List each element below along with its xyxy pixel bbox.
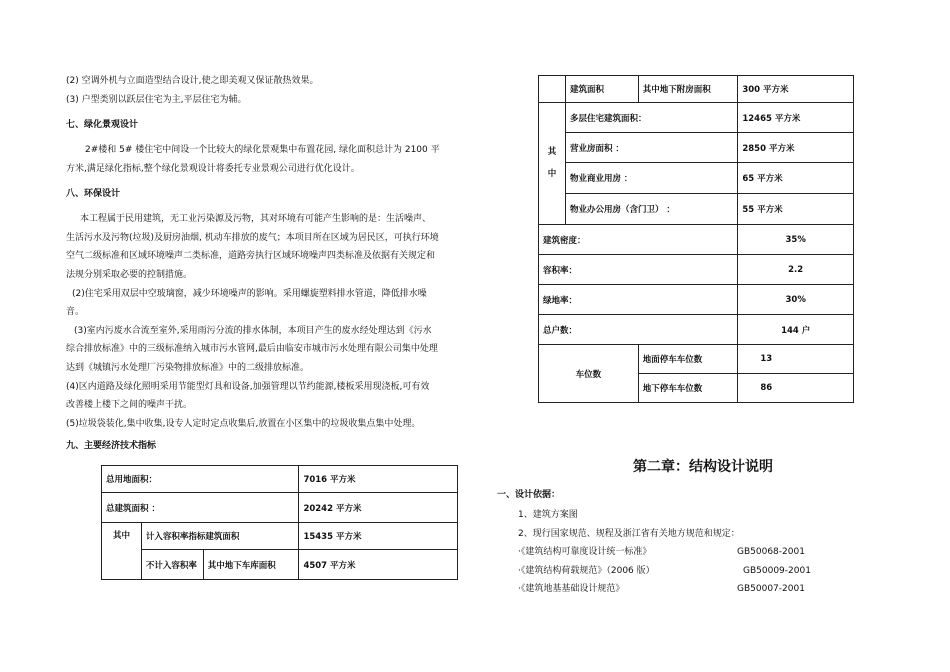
section-heading: 九、主要经济技术指标	[66, 441, 157, 451]
table-value: 86	[738, 374, 854, 403]
text-line: (2)住宅采用双层中空玻璃窗，减少环境噪声的影响。采用螺旋塑料排水管道，降低排水噪	[72, 289, 427, 299]
table-value: 300 平方米	[738, 76, 854, 103]
text-line: 达到《城镇污水处理厂污染物排放标准》中的二级排放标准。	[66, 363, 310, 373]
table-label: 其中地下车库面积	[203, 550, 299, 580]
list-item: 2、现行国家规范、规程及浙江省有关地方规范和规定：	[518, 529, 740, 539]
text-line: 方米,满足绿化指标,整个绿化景观设计将委托专业景观公司进行优化设计。	[66, 164, 360, 174]
table-value: 2.2	[738, 255, 854, 285]
list-item: 1、建筑方案图	[518, 510, 578, 520]
code-name: ·《建筑地基基础设计规范》	[518, 584, 625, 594]
table-label: 车位数	[539, 345, 639, 403]
text-line: 综合排放标准》中的三级标准纳入城市污水管网,最后由临安市城市污水处理有限公司集中处理	[66, 344, 438, 354]
econ-table-left	[101, 465, 458, 580]
table-value: 144 户	[738, 315, 854, 345]
table-label: 不计入容积率	[141, 550, 203, 580]
table-label: 总用地面积：	[102, 466, 299, 493]
table-value: 7016 平方米	[299, 466, 458, 493]
text-line: (2) 空调外机与立面造型结合设计,使之即美观又保证散热效果。	[66, 76, 319, 86]
table-label: 营业房面积 ：	[565, 133, 737, 163]
text-line: (5)垃圾袋装化,集中收集,设专人定时定点收集后,放置在小区集中的垃圾收集点集中处理。	[66, 419, 421, 429]
table-label: 其中	[102, 523, 142, 580]
table-value: 20242 平方米	[299, 493, 458, 523]
table-label: 物业商业用房 ：	[565, 163, 737, 194]
table-label: 其中地下附房面积	[638, 76, 738, 103]
table-value: 2850 平方米	[738, 133, 854, 163]
table-label: 计入容积率指标建筑面积	[141, 523, 299, 550]
table-label: 建筑面积	[565, 76, 638, 103]
table-label: 容积率：	[539, 255, 738, 285]
table-value: 30%	[738, 285, 854, 315]
chapter-title: 第二章：结构设计说明	[633, 459, 773, 475]
table-value: 12465 平方米	[738, 103, 854, 133]
table-value: 55 平方米	[738, 194, 854, 225]
table-label: 地下停车车位数	[638, 374, 738, 403]
code-name: ·《建筑结构荷载规范》（2006 版）	[518, 566, 655, 576]
section-heading: 七、绿化景观设计	[66, 120, 139, 130]
text-line: 空气二级标准和区域环境噪声二类标准，道路旁执行区域环境噪声四类标准及依据有关规定和	[66, 251, 436, 261]
text-line: 法规分别采取必要的控制措施。	[66, 270, 193, 280]
code-number: GB50068-2001	[737, 547, 805, 557]
section-heading: 一、设计依据：	[497, 490, 561, 500]
table-label: 总建筑面积 ：	[102, 493, 299, 523]
text-line: 音。	[66, 307, 85, 317]
table-label: 多层住宅建筑面积：	[565, 103, 737, 133]
text-line: 改善楼上楼下之间的噪声干扰。	[66, 400, 193, 410]
table-value: 4507 平方米	[299, 550, 458, 580]
text-line: 生活污水及污物(垃圾)及厨房油烟, 机动车排放的废气；本项目所在区域为居民区，可执行环境	[66, 233, 439, 243]
code-name: ·《建筑结构可靠度设计统一标准》	[518, 547, 652, 557]
table-value: 13	[738, 345, 854, 374]
econ-table-right	[538, 75, 854, 403]
code-number: GB50007-2001	[737, 584, 805, 594]
table-label: 物业办公用房（含门卫） ：	[565, 194, 737, 225]
code-number: GB50009-2001	[743, 566, 811, 576]
table-label: 绿地率：	[539, 285, 738, 315]
table-label: 总户数：	[539, 315, 738, 345]
table-value: 65 平方米	[738, 163, 854, 194]
section-heading: 八、环保设计	[66, 189, 121, 199]
table-label: 其 中	[539, 103, 566, 225]
text-line: (3)室内污废水合流至室外,采用雨污分流的排水体制，本项目产生的废水经处理达到《污水	[74, 326, 432, 336]
text-line: 2#楼和 5# 楼住宅中间设一个比较大的绿化景观集中布置花园, 绿化面积总计为 2100 平	[85, 145, 440, 155]
table-label: 建筑密度：	[539, 225, 738, 255]
table-value: 35%	[738, 225, 854, 255]
table-value: 15435 平方米	[299, 523, 458, 550]
text-line: (3) 户型类别以跃层住宅为主,平层住宅为辅。	[66, 95, 247, 105]
text-line: 本工程属于民用建筑，无工业污染源及污物，其对环境有可能产生影响的是：生活噪声、	[80, 214, 432, 224]
table-label: 地面停车车位数	[638, 345, 738, 374]
text-line: (4)区内道路及绿化照明采用节能型灯具和设备,加强管理以节约能源,楼板采用现浇板,可有效	[66, 382, 430, 392]
